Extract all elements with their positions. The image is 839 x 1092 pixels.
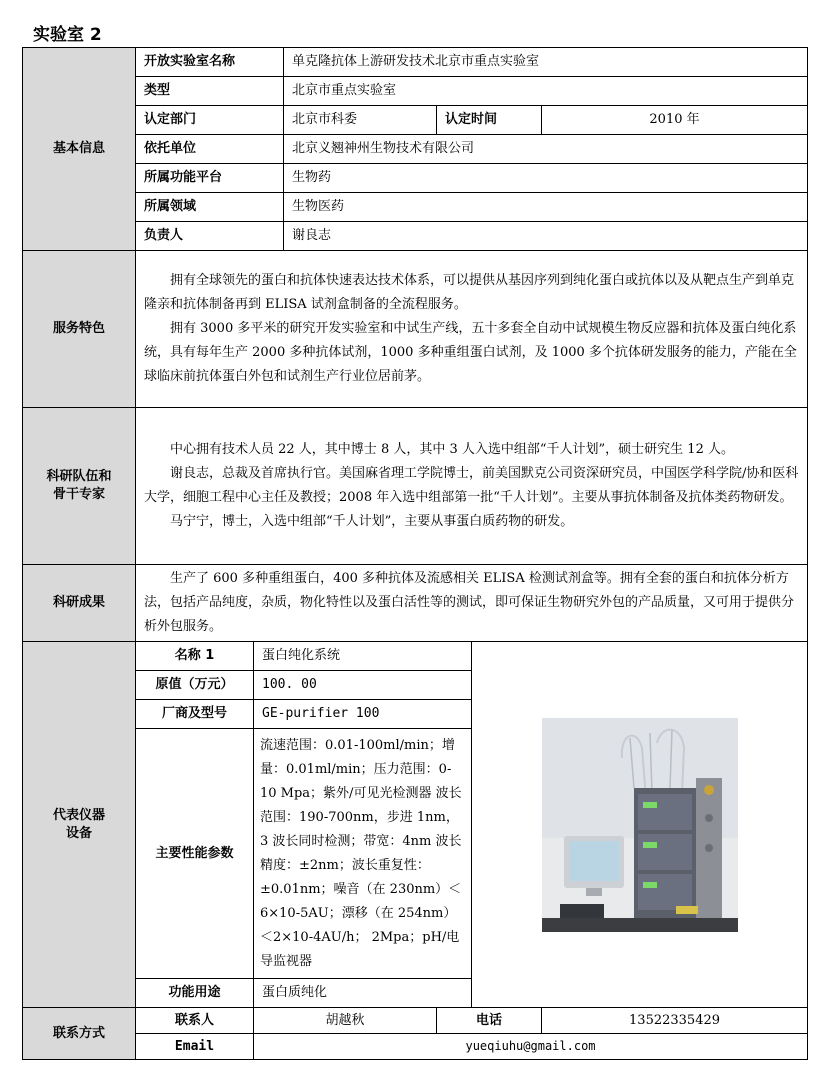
equipment-label [23,642,136,1008]
equipment-photo [472,642,808,1008]
contact-phone-label: 电话 [437,1008,542,1034]
equipment-label-line1: 代表仪器 [52,807,105,823]
lab-info-table [22,47,808,1060]
results-label: 科研成果 [23,565,136,642]
results-paragraph: 生产了 600 多种重组蛋白，400 多种抗体及流感相关 ELISA 检测试剂盒等。拥有全套的蛋白和抗体分析方法，包括产品纯度，杂质，物化特性以及蛋白活性等的测试，即可保证生物研究外包的产品质量，又可用于提供分析外包服务。 [144,571,795,634]
platform-label: 所属功能平台 [136,164,284,193]
eq-params-value: 流速范围：0.01-100ml/min；增量：0.01ml/min；压力范围：0-10 Mpa；紫外/可见光检测器 波长范围：190-700nm，步进 1nm，3 波长同时检测；带宽：4nm 波长精度：±2nm；波长重复性：±0.01nm；噪音（在 230nm）＜6×10-5AU；漂移（在 254nm）＜2×10-4AU/h； 2Mpa；pH/电导监视器 [254,729,472,979]
eq-name-value: 蛋白纯化系统 [254,642,472,671]
team-label-line1: 科研队伍和 [46,469,112,485]
contact-email-value[interactable]: yueqiuhu@gmail.com [254,1034,808,1060]
type-value: 北京市重点实验室 [284,77,808,106]
team-text [136,408,808,565]
contact-email-label: Email [136,1034,254,1060]
eq-value-label: 原值（万元） [136,671,254,700]
team-paragraph: 谢良志，总裁及首席执行官。美国麻省理工学院博士，前美国默克公司资深研究员，中国医学科学院/协和医科大学，细胞工程中心主任及教授；2008 年入选中组部第一批“千人计划”。主要从事抗体制备及抗体类药物研发。 [144,466,799,505]
service-paragraph: 拥有全球领先的蛋白和抗体快速表达技术体系，可以提供从基因序列到纯化蛋白或抗体以及从靶点生产到单克隆亲和抗体制备再到 ELISA 试剂盒制备的全流程服务。 [144,273,795,312]
results-text [136,565,808,642]
head-label: 负责人 [136,222,284,251]
service-paragraph: 拥有 3000 多平米的研究开发实验室和中试生产线，五十多套全自动中试规模生物反应器和抗体及蛋白纯化系统，具有每年生产 2000 多种抗体试剂，1000 多种重组蛋白试剂，及 1000 多个抗体研发服务的能力，产能在全球临床前抗体蛋白外包和试剂生产行业位居前茅。 [144,321,797,384]
team-label-line2: 骨干专家 [52,487,105,502]
platform-value: 生物药 [284,164,808,193]
time-label: 认定时间 [437,106,542,135]
team-paragraph: 中心拥有技术人员 22 人，其中博士 8 人，其中 3 人入选中组部“千人计划”，硕士研究生 12 人。 [170,442,734,457]
eq-name-label: 名称 1 [136,642,254,671]
equipment-label-line2: 设备 [65,825,92,841]
service-text [136,251,808,408]
contact-person-value: 胡越秋 [254,1008,437,1034]
eq-value-value: 100. 00 [254,671,472,700]
team-paragraph: 马宁宁，博士，入选中组部“千人计划”，主要从事蛋白质药物的研发。 [170,514,574,529]
type-label: 类型 [136,77,284,106]
unit-label: 依托单位 [136,135,284,164]
service-label: 服务特色 [23,251,136,408]
eq-usage-label: 功能用途 [136,979,254,1008]
page-title: 实验室 2 [33,25,102,45]
eq-usage-value: 蛋白质纯化 [254,979,472,1008]
unit-value: 北京义翘神州生物技术有限公司 [284,135,808,164]
dept-value: 北京市科委 [284,106,437,135]
lab-name-value: 单克隆抗体上游研发技术北京市重点实验室 [284,48,808,77]
head-value: 谢良志 [284,222,808,251]
lab-name-label: 开放实验室名称 [136,48,284,77]
eq-params-label: 主要性能参数 [136,729,254,979]
team-label [23,408,136,565]
eq-vendor-label: 厂商及型号 [136,700,254,729]
field-value: 生物医药 [284,193,808,222]
contact-label: 联系方式 [23,1008,136,1060]
eq-vendor-value: GE-purifier 100 [254,700,472,729]
field-label: 所属领域 [136,193,284,222]
contact-person-label: 联系人 [136,1008,254,1034]
protein-purifier-image [542,718,738,932]
dept-label: 认定部门 [136,106,284,135]
basic-info-label: 基本信息 [23,48,136,251]
time-value: 2010 年 [542,106,808,135]
contact-phone-value: 13522335429 [542,1008,808,1034]
